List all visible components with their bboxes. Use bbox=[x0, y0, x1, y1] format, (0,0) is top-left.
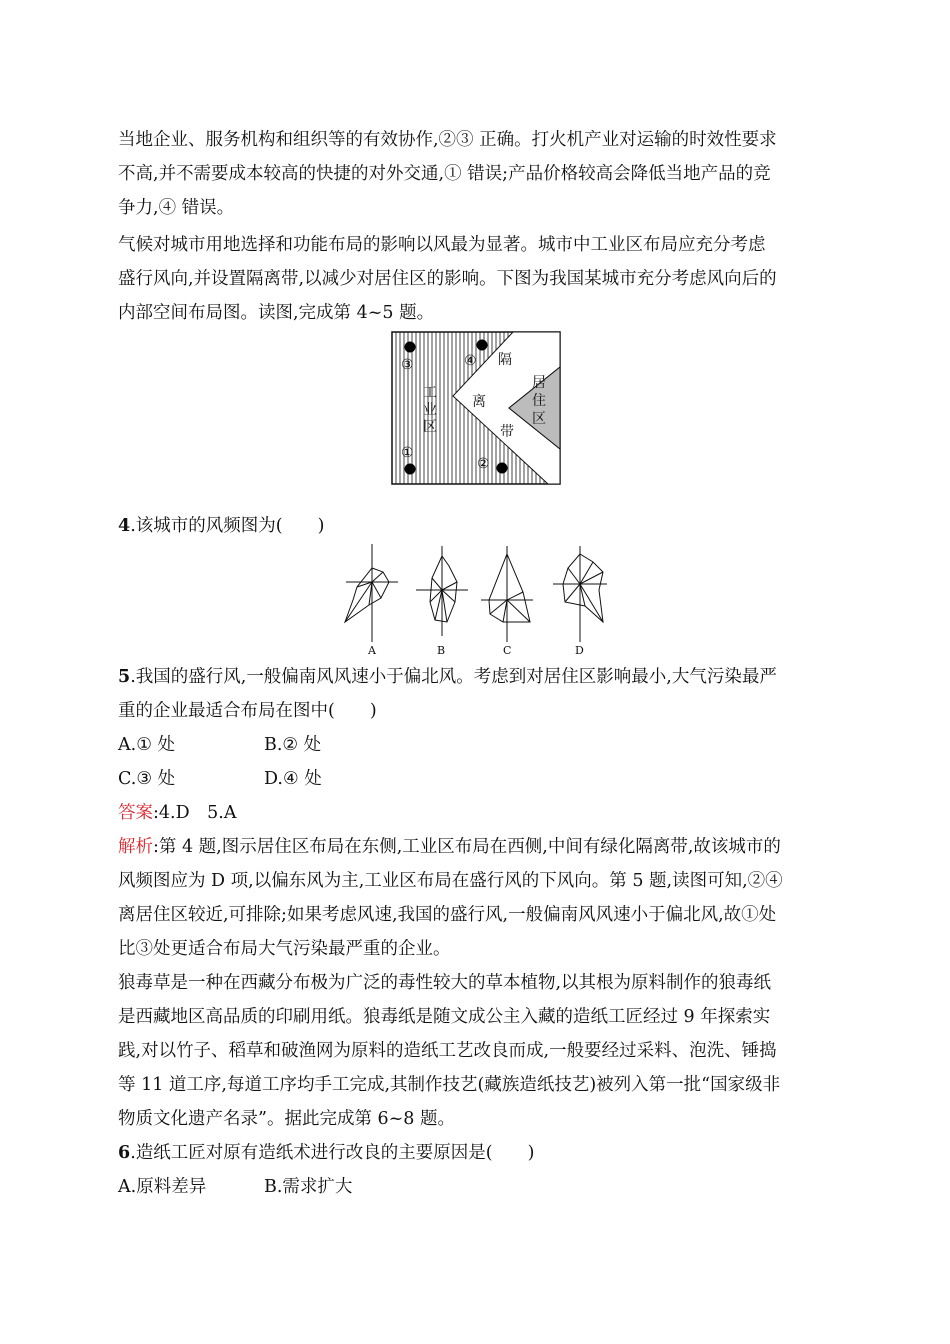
option-b: B.需求扩大 bbox=[264, 1177, 353, 1197]
wind-rose-d bbox=[553, 546, 607, 642]
wind-rose-options bbox=[335, 542, 625, 660]
question-number: 5 bbox=[118, 667, 131, 687]
wind-rose-a bbox=[345, 544, 398, 642]
analysis-line: 离居住区较近,可排除;如果考虑风速,我国的盛行风,一般偏南风风速小于偏北风,故①处 bbox=[118, 905, 777, 925]
marker-1: ① bbox=[401, 445, 414, 461]
paragraph-line: 盛行风向,并设置隔离带,以减少对居住区的影响。下图为我国某城市充分考虑风向后的 bbox=[118, 269, 777, 289]
option-label: B bbox=[437, 644, 446, 657]
marker-4: ④ bbox=[464, 353, 477, 369]
paragraph-line: 是西藏地区高品质的印刷用纸。狼毒纸是随文成公主入藏的造纸工匠经过 9 年探索实 bbox=[118, 1007, 771, 1027]
wind-rose-b bbox=[416, 546, 468, 636]
paragraph-line: 气候对城市用地选择和功能布局的影响以风最为显著。城市中工业区布局应充分考虑 bbox=[118, 235, 766, 255]
marker-2: ② bbox=[477, 456, 490, 472]
paragraph-line: 物质文化遗产名录”。据此完成第 6~8 题。 bbox=[118, 1109, 456, 1129]
option-b: B.② 处 bbox=[264, 735, 322, 755]
option-label: A bbox=[368, 644, 376, 657]
paragraph-line: 等 11 道工序,每道工序均手工完成,其制作技艺(藏族造纸技艺)被列入第一批“国家级非 bbox=[118, 1075, 781, 1095]
zone-label: 居 bbox=[532, 375, 546, 391]
question-number: 4 bbox=[118, 516, 131, 536]
site-3-dot bbox=[405, 342, 416, 353]
city-layout-map bbox=[391, 331, 561, 485]
paragraph-line: 争力,④ 错误。 bbox=[118, 198, 235, 218]
analysis-label: 解析 bbox=[118, 837, 153, 857]
paragraph-line: 狼毒草是一种在西藏分布极为广泛的毒性较大的草本植物,以其根为原料制作的狼毒纸 bbox=[118, 973, 772, 993]
option-c: C.③ 处 bbox=[118, 769, 176, 789]
zone-label: 区 bbox=[423, 419, 437, 435]
question-text: .我国的盛行风,一般偏南风风速小于偏北风。考虑到对居住区影响最小,大气污染最严 bbox=[130, 667, 777, 687]
analysis-text: :第 4 题,图示居住区布局在东侧,工业区布局在西侧,中间有绿化隔离带,故该城市的 bbox=[153, 837, 781, 857]
question-6 bbox=[118, 1136, 838, 1170]
paragraph-line: 内部空间布局图。读图,完成第 4~5 题。 bbox=[118, 303, 435, 323]
option-a: A.① 处 bbox=[118, 735, 175, 755]
paragraph-line: 当地企业、服务机构和组织等的有效协作,②③ 正确。打火机产业对运输的时效性要求 bbox=[118, 130, 777, 150]
site-1-dot bbox=[405, 464, 416, 475]
option-a: A.原料差异 bbox=[118, 1177, 207, 1197]
question-text: .该城市的风频图为( ) bbox=[130, 516, 325, 536]
question-4 bbox=[118, 509, 838, 543]
zone-label: 离 bbox=[472, 394, 486, 410]
option-d: D.④ 处 bbox=[264, 769, 322, 789]
zone-label: 带 bbox=[500, 424, 514, 440]
wind-rose-c bbox=[481, 546, 533, 642]
zone-label: 业 bbox=[423, 402, 437, 418]
answer-text: :4.D 5.A bbox=[153, 803, 237, 823]
question-5 bbox=[118, 660, 838, 694]
option-label: C bbox=[503, 644, 512, 657]
paragraph-line: 践,对以竹子、稻草和破渔网为原料的造纸工艺改良而成,一般要经过采料、泡洗、锤捣 bbox=[118, 1041, 777, 1061]
zone-label: 工 bbox=[423, 385, 437, 401]
answer-label: 答案 bbox=[118, 803, 153, 823]
analysis-line bbox=[118, 830, 838, 864]
site-2-dot bbox=[497, 463, 508, 474]
analysis-line: 比③处更适合布局大气污染最严重的企业。 bbox=[118, 939, 451, 959]
question-text: .造纸工匠对原有造纸术进行改良的主要原因是( ) bbox=[130, 1143, 535, 1163]
question-text-line: 重的企业最适合布局在图中( ) bbox=[118, 701, 377, 721]
question-number: 6 bbox=[118, 1143, 131, 1163]
zone-label: 区 bbox=[532, 411, 546, 427]
zone-label: 住 bbox=[532, 393, 546, 409]
answer-line bbox=[118, 796, 838, 830]
site-4-dot bbox=[477, 340, 488, 351]
analysis-line: 风频图应为 D 项,以偏东风为主,工业区布局在盛行风的下风向。第 5 题,读图可知,②④ bbox=[118, 871, 783, 891]
option-label: D bbox=[575, 644, 584, 657]
marker-3: ③ bbox=[401, 357, 414, 373]
paragraph-line: 不高,并不需要成本较高的快捷的对外交通,① 错误;产品价格较高会降低当地产品的竞 bbox=[118, 164, 771, 184]
zone-label: 隔 bbox=[498, 352, 512, 368]
